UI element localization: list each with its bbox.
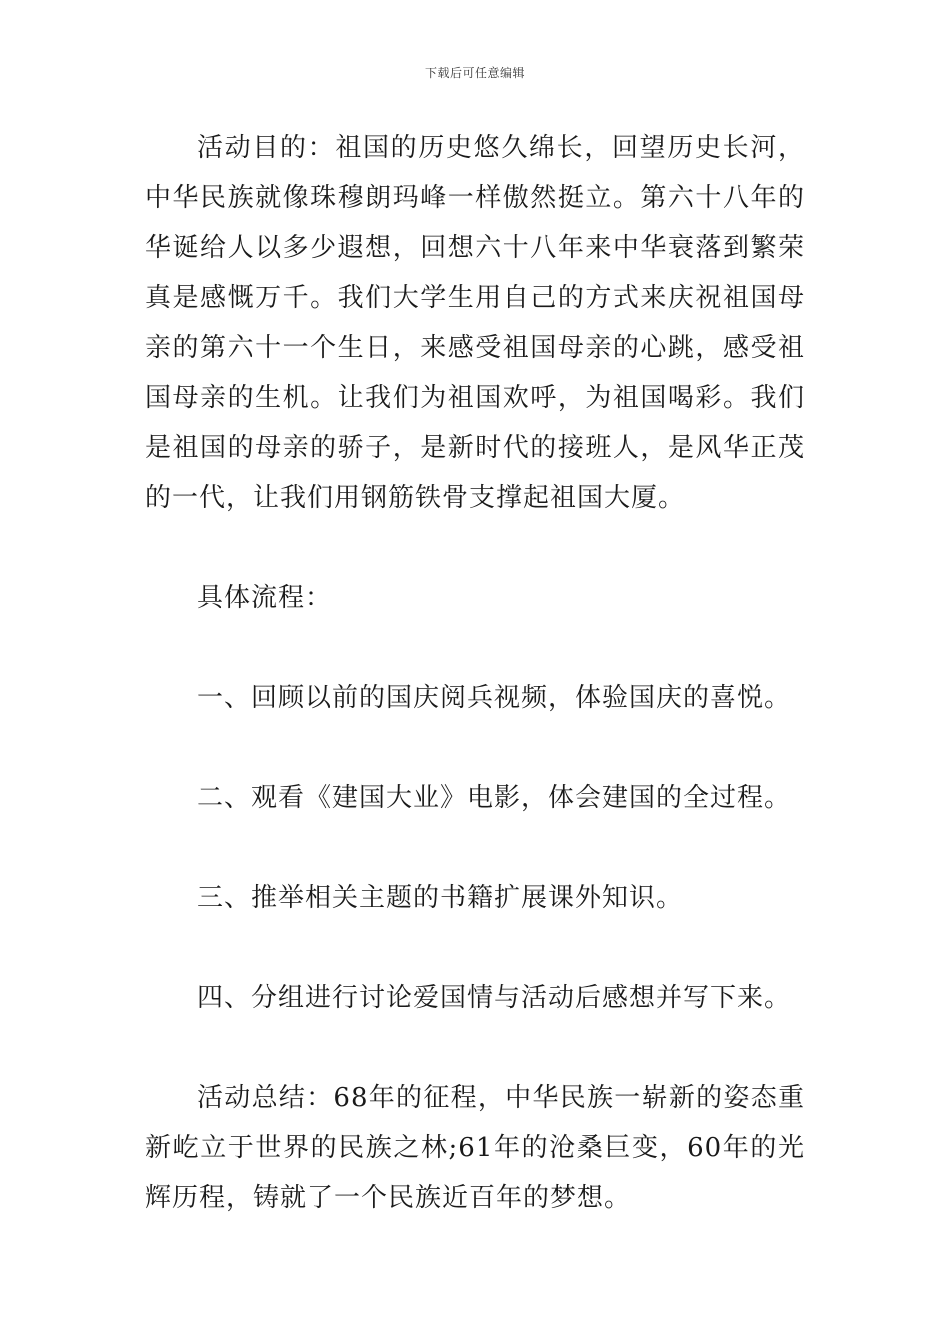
paragraph-step-4: 四、分组进行讨论爱国情与活动后感想并写下来。: [197, 983, 792, 1013]
page-header-note: 下载后可任意编辑: [424, 66, 525, 80]
paragraph-step-3: 三、推举相关主题的书籍扩展课外知识。: [197, 883, 684, 913]
paragraph-step-2: 二、观看《建国大业》电影，体会建国的全过程。: [197, 783, 792, 813]
paragraph-step-1: 一、回顾以前的国庆阅兵视频，体验国庆的喜悦。: [197, 683, 792, 713]
paragraph-activity-purpose: 活动目的：祖国的历史悠久绵长，回望历史长河，中华民族就像珠穆朗玛峰一样傲然挺立。第六十八年的华诞给人以多少遐想，回想六十八年来中华衰落到繁荣真是感慨万千。我们大学生用自己的方式来庆祝祖国母亲的第六十一个生日，来感受祖国母亲的心跳，感受祖国母亲的生机。让我们为祖国欢呼，为祖国喝彩。我们是祖国的母亲的骄子，是新时代的接班人，是风华正茂的一代，让我们用钢筋铁骨支撑起祖国大厦。: [145, 133, 805, 513]
paragraph-activity-summary: 活动总结：68年的征程，中华民族一崭新的姿态重新屹立于世界的民族之林;61年的沧桑巨变，60年的光辉历程，铸就了一个民族近百年的梦想。: [145, 1083, 805, 1213]
paragraph-process-heading: 具体流程：: [197, 583, 333, 613]
